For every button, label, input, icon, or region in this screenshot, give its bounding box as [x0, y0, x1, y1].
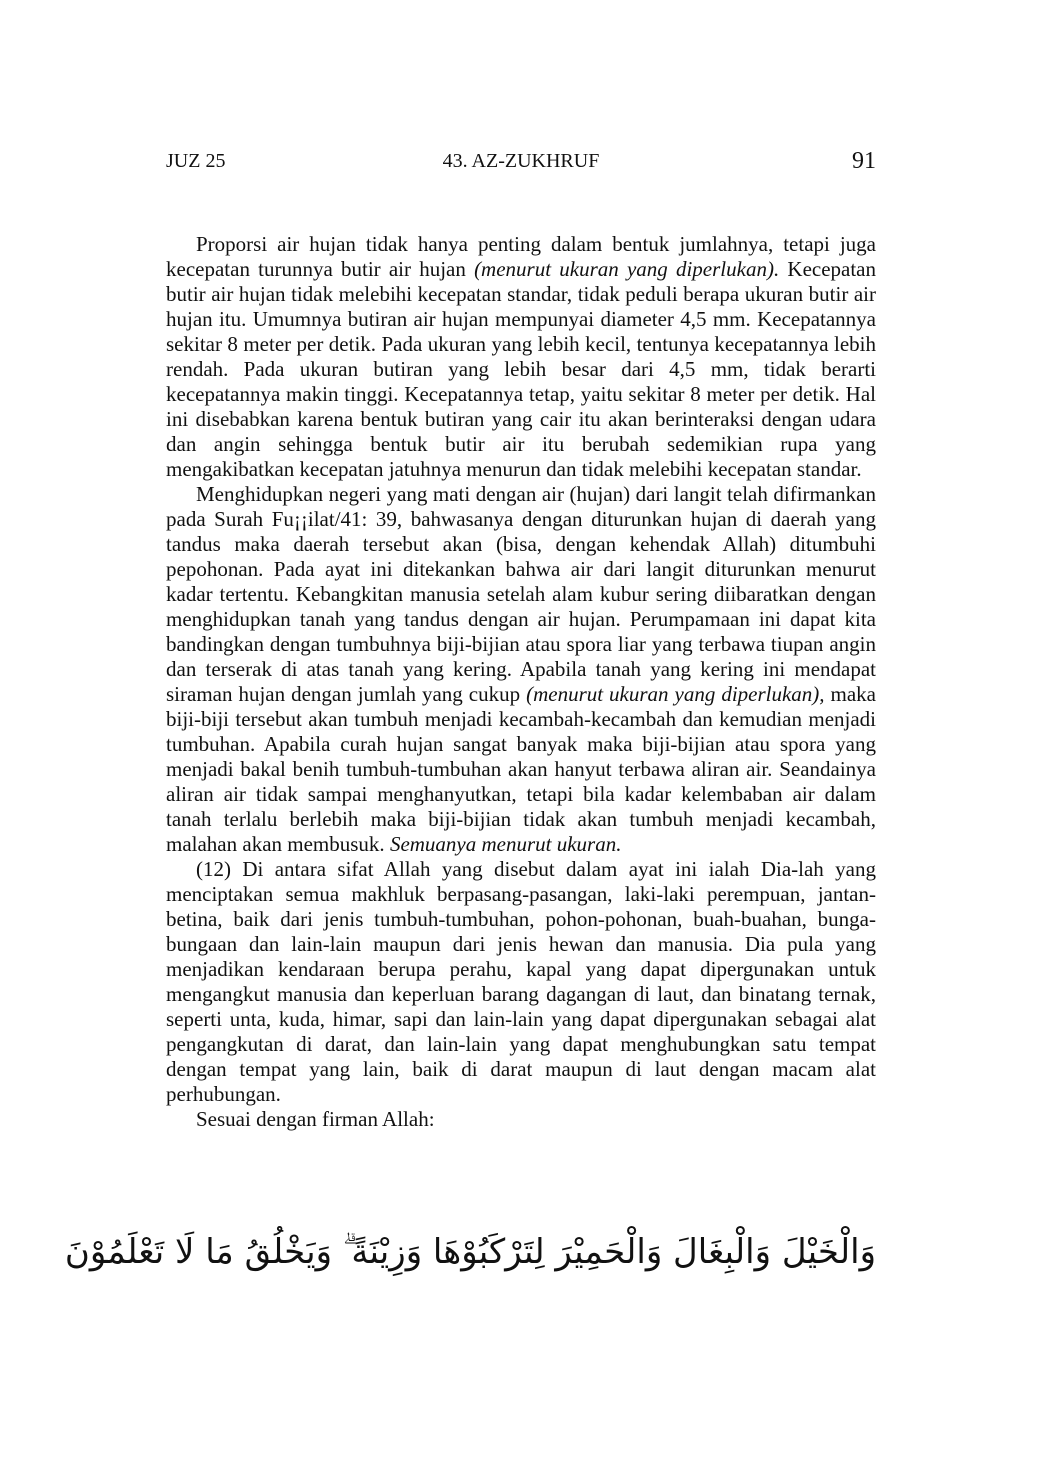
page-number: 91: [852, 148, 876, 174]
text-run: Proporsi air hujan tidak hanya penting dalam bentuk jumlahnya, tetapi juga kecepatan turunnya butir air hujan: [166, 232, 876, 281]
paragraph-3: [166, 857, 876, 1107]
italic-run: (menurut ukuran yang diperlukan),: [526, 682, 825, 706]
paragraph-2: [166, 482, 876, 857]
paragraph-4: [166, 1107, 876, 1132]
paragraph-1: [166, 232, 876, 482]
text-run: Menghidupkan negeri yang mati dengan air (hujan) dari langit telah difirmankan pada Surah Fu¡¡ilat/41: 39, bahwasanya dengan diturunkan hujan di daerah yang tandus maka daerah tersebut akan (bisa, dengan kehendak Allah) ditumbuhi pepohonan. Pada ayat ini ditekankan bahwa air dari langit diturunkan menurut kadar tertentu. Kebangkitan manusia setelah alam kubur sering diibaratkan dengan menghidupkan tanah yang tandus dengan air hujan. Perumpamaan ini dapat kita bandingkan dengan tumbuhnya biji-bijian atau spora liar yang terbawa tiupan angin dan terserak di atas tanah yang kering. Apabila tanah yang kering ini mendapat siraman hujan dengan jumlah yang cukup: [166, 482, 876, 706]
text-run: Kecepatan butir air hujan tidak melebihi kecepatan standar, tidak peduli berapa ukuran butir air hujan itu. Umumnya butiran air hujan mempunyai diameter 4,5 mm. Kecepatannya sekitar 8 meter per detik. Pada ukuran yang lebih kecil, tentunya kecepatannya lebih rendah. Pada ukuran butiran yang lebih besar dari 4,5 mm, tidak berarti kecepatannya makin tinggi. Kecepatannya tetap, yaitu sekitar 8 meter per detik. Hal ini disebabkan karena bentuk butiran yang cair itu akan berinteraksi dengan udara dan angin sehingga bentuk butir air itu berubah sedemikian rupa yang mengakibatkan kecepatan jatuhnya menurun dan tidak melebihi kecepatan standar.: [166, 257, 877, 481]
text-run: maka biji-biji tersebut akan tumbuh menjadi kecambah-kecambah dan kemudian menjadi tumbuhan. Apabila curah hujan sangat banyak maka biji-bijian atau spora yang menjadi bakal benih tumbuh-tumbuhan akan hanyut terbawa aliran air. Seandainya aliran air tidak sampai menghanyutkan, tetapi bila kadar kelembaban air dalam tanah terlalu berlebih maka biji-bijian tidak akan tumbuh menjadi kecambah, malahan akan membusuk.: [166, 682, 876, 856]
italic-run: Semuanya menurut ukuran.: [389, 832, 622, 856]
text-run: Sesuai dengan firman Allah:: [196, 1107, 435, 1131]
surah-title: 43. AZ-ZUKHRUF: [442, 150, 600, 172]
juz-label: JUZ 25: [166, 150, 226, 172]
quran-verse: وَالْخَيْلَ وَالْبِغَالَ وَالْحَمِيْرَ لِتَرْكَبُوْهَا وَزِيْنَةً ۗ وَيَخْلُقُ مَا لَا تَعْلَمُوْنَ: [64, 1232, 876, 1272]
running-header: [166, 144, 876, 178]
italic-run: (menurut ukuran yang diperlukan).: [474, 257, 780, 281]
text-run: (12) Di antara sifat Allah yang disebut dalam ayat ini ialah Dia-lah yang menciptakan semua makhluk berpasang-pasangan, laki-laki perempuan, jantan-betina, baik dari jenis tumbuh-tumbuhan, pohon-pohonan, buah-buahan, bunga-bungaan dan lain-lain maupun dari jenis hewan dan manusia. Dia pula yang menjadikan kendaraan berupa perahu, kapal yang dapat dipergunakan untuk mengangkut manusia dan keperluan barang dagangan di laut, dan binatang ternak, seperti unta, kuda, himar, sapi dan lain-lain yang dapat dipergunakan sebagai alat pengangkutan di darat, dan lain-lain yang dapat menghubungkan satu tempat dengan tempat yang lain, baik di darat maupun di laut dengan macam alat perhubungan.: [166, 857, 876, 1106]
body-text: [166, 232, 876, 1132]
